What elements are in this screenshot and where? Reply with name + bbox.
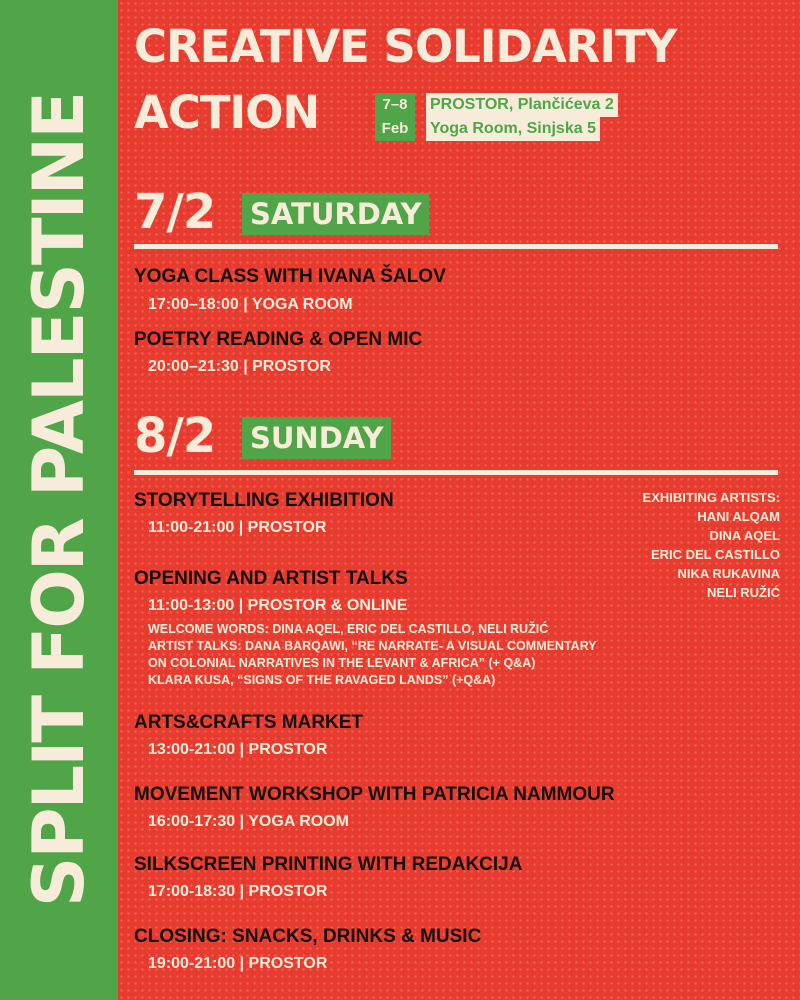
- event-title: STORYTELLING EXHIBITION: [134, 490, 394, 511]
- side-title: SPLIT FOR PALESTINE: [18, 92, 100, 908]
- artist-name: ERIC DEL CASTILLO: [650, 547, 780, 562]
- event-detail: KLARA KUSA, “SIGNS OF THE RAVAGED LANDS” (+Q&A): [148, 673, 496, 687]
- event-title: SILKSCREEN PRINTING WITH REDAKCIJA: [134, 854, 523, 875]
- event-time: 11:00-21:00 | PROSTOR: [148, 519, 327, 536]
- event-time: 20:00–21:30 | PROSTOR: [148, 358, 331, 375]
- side-banner: [0, 0, 118, 1000]
- title-line-2: ACTION: [134, 86, 320, 139]
- event-title: ARTS&CRAFTS MARKET: [134, 712, 364, 733]
- event-title: POETRY READING & OPEN MIC: [134, 329, 423, 350]
- event-time: 11:00-13:00 | PROSTOR & ONLINE: [148, 597, 408, 614]
- divider: [134, 470, 778, 475]
- day-date: 7/2: [134, 184, 216, 240]
- event-time: 17:00–18:00 | YOGA ROOM: [148, 296, 353, 313]
- event-time: 16:00-17:30 | YOGA ROOM: [148, 813, 349, 830]
- artist-name: DINA AQEL: [709, 528, 780, 543]
- event-detail: WELCOME WORDS: DINA AQEL, ERIC DEL CASTILLO, NELI RUŽIĆ: [148, 622, 549, 636]
- title-line-1: CREATIVE SOLIDARITY: [134, 20, 677, 73]
- event-time: 17:00-18:30 | PROSTOR: [148, 883, 328, 900]
- date-range-days: 7–8: [382, 96, 408, 113]
- day-date: 8/2: [134, 408, 216, 464]
- event-title: OPENING AND ARTIST TALKS: [134, 568, 408, 589]
- artist-name: NIKA RUKAVINA: [677, 566, 780, 581]
- venue-yoga-room: Yoga Room, Sinjska 5: [426, 117, 600, 141]
- artist-name: HANI ALQAM: [697, 509, 780, 524]
- day-name: SUNDAY: [242, 417, 391, 459]
- event-detail: ON COLONIAL NARRATIVES IN THE LEVANT & AFRICA” (+ Q&A): [148, 656, 536, 670]
- venue-list: [426, 93, 618, 141]
- day-name: SATURDAY: [242, 193, 429, 235]
- exhibiting-artists: [643, 489, 780, 602]
- date-range-month: Feb: [381, 120, 409, 137]
- artist-name: NELI RUŽIĆ: [707, 585, 780, 600]
- event-detail: ARTIST TALKS: DANA BARQAWI, “RE NARRATE- A VISUAL COMMENTARY: [148, 639, 597, 653]
- event-title: CLOSING: SNACKS, DRINKS & MUSIC: [134, 926, 482, 947]
- artists-heading: EXHIBITING ARTISTS:: [642, 490, 780, 505]
- venue-prostor: PROSTOR, Plančićeva 2: [426, 93, 618, 117]
- divider: [134, 244, 778, 249]
- date-range-badge: [375, 93, 415, 141]
- event-time: 19:00-21:00 | PROSTOR: [148, 955, 328, 972]
- poster-main: [118, 0, 800, 1000]
- event-time: 13:00-21:00 | PROSTOR: [148, 741, 328, 758]
- event-title: YOGA CLASS WITH IVANA ŠALOV: [134, 266, 446, 287]
- event-title: MOVEMENT WORKSHOP WITH PATRICIA NAMMOUR: [134, 784, 615, 805]
